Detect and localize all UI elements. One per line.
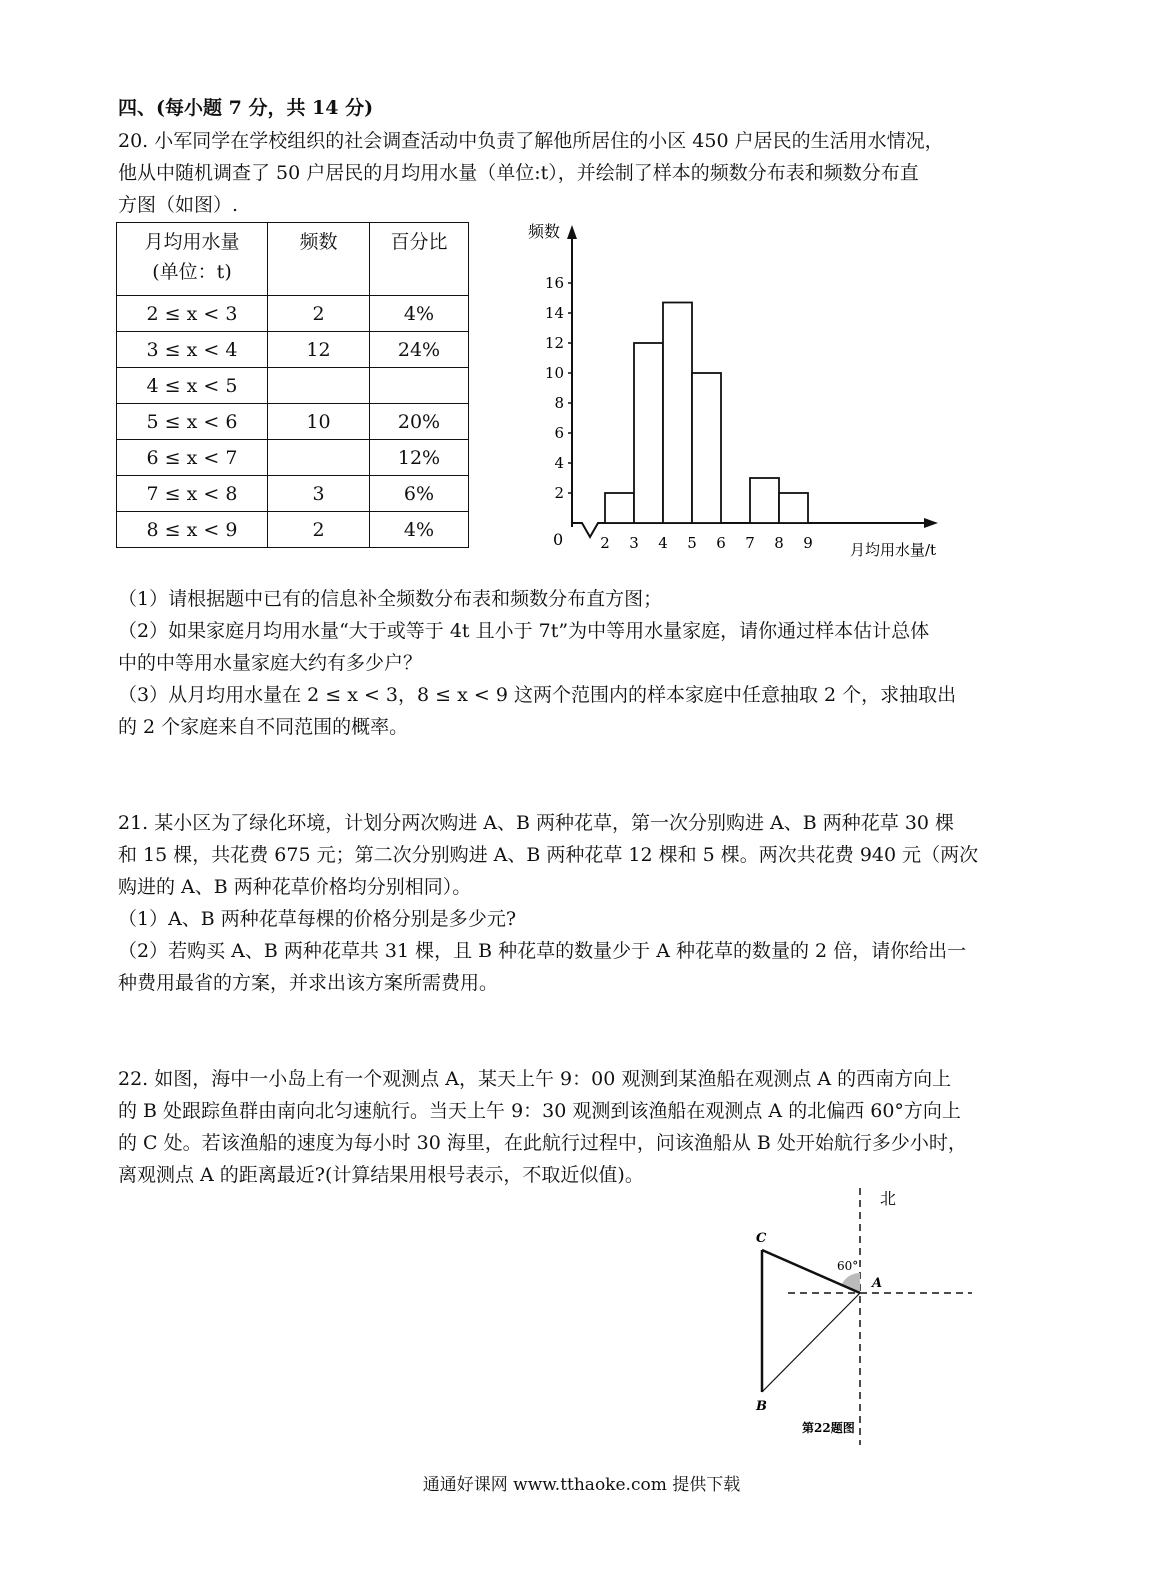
- header-frequency: 频数: [268, 223, 370, 296]
- x-tick-label: 5: [687, 534, 697, 552]
- histogram-bar: [634, 343, 663, 523]
- pct-cell: [370, 368, 469, 404]
- q20-sub-3: （3）从月均用水量在 2 ≤ x < 3，8 ≤ x < 9 这两个范围内的样本家庭中任意抽取 2 个，求抽取出: [118, 684, 957, 706]
- pct-cell: 4%: [370, 296, 469, 332]
- q20-sub-2-cont: 中的中等用水量家庭大约有多少户？: [118, 652, 423, 674]
- q22-line-2: 的 B 处跟踪鱼群由南向北匀速航行。当天上午 9：30 观测到该渔船在观测点 A 的北偏西 60°方向上: [118, 1100, 961, 1122]
- pct-cell: 20%: [370, 404, 469, 440]
- q20-line-2: 他从中随机调查了 50 户居民的月均用水量（单位:t），并绘制了样本的频数分布表和频数分布直: [118, 162, 919, 184]
- freq-cell: 2: [268, 512, 370, 548]
- north-label: 北: [880, 1189, 897, 1208]
- histogram-bar: [663, 303, 692, 524]
- q22-line-3: 的 C 处。若该渔船的速度为每小时 30 海里，在此航行过程中，问该渔船从 B 处开始航行多少小时，: [118, 1132, 967, 1154]
- q20-sub-3-cont: 的 2 个家庭来自不同范围的概率。: [118, 716, 409, 738]
- x-axis-arrow: [924, 518, 938, 528]
- histogram-bar: [692, 373, 721, 523]
- x-tick-label: 7: [745, 534, 755, 552]
- pct-cell: 12%: [370, 440, 469, 476]
- q21-line-1: 21. 某小区为了绿化环境，计划分两次购进 A、B 两种花草，第一次分别购进 A、B 两种花草 30 棵: [118, 812, 955, 834]
- histogram-bar: [750, 478, 779, 523]
- section-title: 四、(每小题 7 分，共 14 分): [118, 97, 374, 119]
- table-row: [117, 476, 469, 512]
- y-axis-label: 频数: [528, 222, 561, 241]
- histogram-bar: [779, 493, 808, 523]
- table-row: [117, 332, 469, 368]
- q21-sub-2: （2）若购买 A、B 两种花草共 31 棵，且 B 种花草的数量少于 A 种花草的数量的 2 倍，请你给出一: [118, 940, 967, 962]
- table-row: [117, 296, 469, 332]
- x-axis-label: 月均用水量/t: [850, 541, 937, 559]
- x-tick-label: 8: [774, 534, 784, 552]
- header-water-usage: [117, 223, 268, 296]
- table-row: [117, 404, 469, 440]
- table-row: [117, 368, 469, 404]
- freq-cell: 2: [268, 296, 370, 332]
- header-unit-label: (单位：t): [152, 261, 232, 283]
- histogram-bar: [605, 493, 634, 523]
- range-cell: 5 ≤ x < 6: [117, 404, 268, 440]
- freq-cell: 12: [268, 332, 370, 368]
- point-c-label: C: [756, 1231, 767, 1246]
- table-header-row: [117, 223, 469, 296]
- q21-line-2: 和 15 棵，共花费 675 元；第二次分别购进 A、B 两种花草 12 棵和 5 棵。两次共花费 940 元（两次: [118, 844, 979, 866]
- header-water-usage-label: 月均用水量: [144, 231, 240, 253]
- segment-ab: [762, 1293, 860, 1392]
- x-tick-label: 2: [600, 534, 610, 552]
- range-cell: 3 ≤ x < 4: [117, 332, 268, 368]
- x-ticks: [600, 534, 813, 552]
- q22-line-4: 离观测点 A 的距离最近?(计算结果用根号表示，不取近似值)。: [118, 1164, 644, 1186]
- header-percentage: 百分比: [370, 223, 469, 296]
- y-tick-label: 14: [544, 304, 564, 322]
- range-cell: 6 ≤ x < 7: [117, 440, 268, 476]
- footer: 通通好课网 www.tthaoke.com 提供下载: [422, 1475, 741, 1495]
- q20-line-3: 方图（如图）.: [118, 194, 239, 216]
- table-row: [117, 440, 469, 476]
- range-cell: 8 ≤ x < 9: [117, 512, 268, 548]
- y-tick-label: 10: [544, 364, 564, 382]
- point-b-label: B: [756, 1399, 767, 1414]
- x-tick-label: 3: [629, 534, 639, 552]
- range-cell: 2 ≤ x < 3: [117, 296, 268, 332]
- x-tick-label: 4: [658, 534, 668, 552]
- q22-line-1: 22. 如图，海中一小岛上有一个观测点 A，某天上午 9：00 观测到某渔船在观测点 A 的西南方向上: [118, 1068, 952, 1090]
- range-cell: 4 ≤ x < 5: [117, 368, 268, 404]
- range-cell: 7 ≤ x < 8: [117, 476, 268, 512]
- y-tick-label: 4: [554, 454, 564, 472]
- table-row: [117, 512, 469, 548]
- frequency-histogram: [510, 215, 960, 565]
- q21-sub-1: （1）A、B 两种花草每棵的价格分别是多少元?: [118, 908, 516, 930]
- pct-cell: 6%: [370, 476, 469, 512]
- freq-cell: 10: [268, 404, 370, 440]
- y-tick-label: 16: [544, 274, 564, 292]
- q20-line-1: 20. 小军同学在学校组织的社会调查活动中负责了解他所居住的小区 450 户居民的生活用水情况，: [118, 130, 944, 152]
- q21-sub-2-cont: 种费用最省的方案，并求出该方案所需费用。: [118, 972, 499, 994]
- q20-sub-1: （1）请根据题中已有的信息补全频数分布表和频数分布直方图；: [118, 588, 663, 610]
- x-tick-label: 6: [716, 534, 726, 552]
- freq-cell: 3: [268, 476, 370, 512]
- origin-label: 0: [553, 530, 564, 549]
- freq-cell: [268, 368, 370, 404]
- x-tick-label: 9: [803, 534, 813, 552]
- y-axis-arrow: [567, 225, 577, 239]
- q21-line-3: 购进的 A、B 两种花草价格均分别相同）。: [118, 876, 472, 898]
- pct-cell: 24%: [370, 332, 469, 368]
- y-tick-label: 6: [554, 424, 564, 442]
- y-tick-label: 12: [544, 334, 564, 352]
- figure-caption: 第22题图: [802, 1421, 855, 1435]
- histogram-bars: [605, 303, 808, 524]
- q20-sub-2: （2）如果家庭月均用水量“大于或等于 4t 且小于 7t”为中等用水量家庭，请你通过样本估计总体: [118, 620, 930, 642]
- point-a-label: A: [872, 1276, 883, 1291]
- pct-cell: 4%: [370, 512, 469, 548]
- frequency-table: [116, 222, 469, 548]
- freq-cell: [268, 440, 370, 476]
- y-ticks: [545, 274, 572, 502]
- y-tick-label: 2: [554, 484, 564, 502]
- q22-figure: [740, 1180, 990, 1450]
- y-tick-label: 8: [554, 394, 564, 412]
- angle-label: 60°: [837, 1259, 859, 1273]
